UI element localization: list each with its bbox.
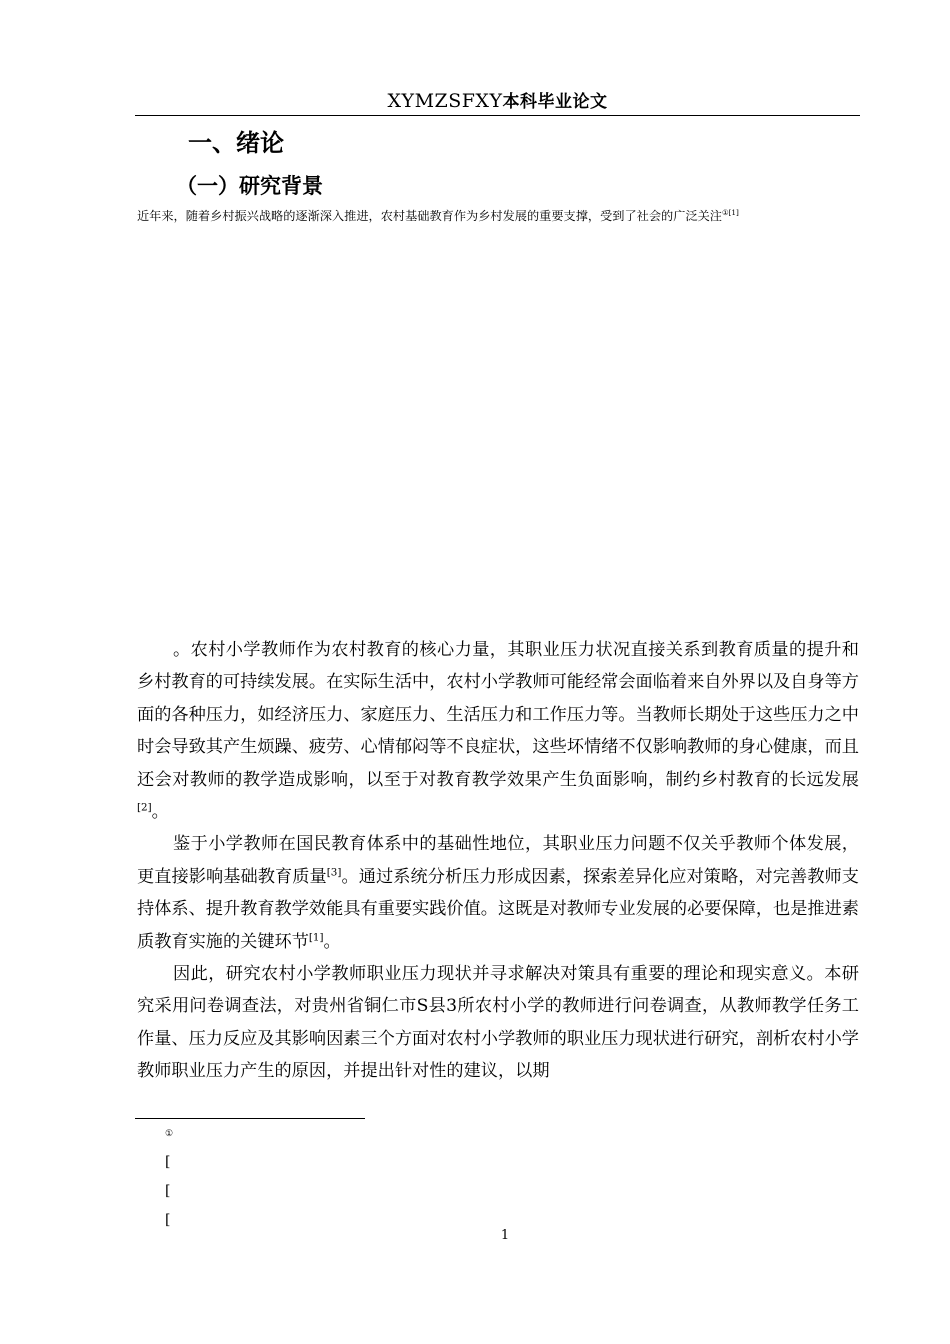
- paragraph-2-text-b: 。通过系统分析压力形成因素，探索差异化应对策略，对完善教师支持体系、提升教育教学效能具有重要实践价值。这既是对教师专业发展的必要保障，也是推进素质教育实施的关键环节: [137, 866, 859, 952]
- intro-text: 近年来，随着乡村振兴战略的逐渐深入推进，农村基础教育作为乡村发展的重要支撑，受到了社会的广泛关注: [137, 209, 722, 223]
- intro-line: [137, 207, 739, 225]
- paragraph-1-end: 。: [151, 802, 169, 823]
- intro-citation: ①[1]: [722, 207, 739, 217]
- paragraph-2-text-a: 鉴于小学教师在国民教育体系中的基础性地位，其职业压力问题不仅关乎教师个体发展，更直接影响基础教育质量: [137, 834, 859, 887]
- paragraph-1: [137, 634, 859, 828]
- footnote-item: [: [165, 1212, 171, 1228]
- paragraph-2-end: 。: [323, 931, 341, 952]
- paragraph-3: 因此，研究农村小学教师职业压力现状并寻求解决对策具有重要的理论和现实意义。本研究采用问卷调查法，对贵州省铜仁市S县3所农村小学的教师进行问卷调查，从教师教学任务工作量、压力反应及其影响因素三个方面对农村小学教师的职业压力现状进行研究，剖析农村小学教师职业压力产生的原因，并提出针对性的建议，以期: [137, 964, 859, 1082]
- body-text: [137, 634, 859, 1088]
- citation-2: [2]: [137, 801, 152, 814]
- running-header: [135, 88, 860, 115]
- section-heading: （一）研究背景: [176, 174, 323, 198]
- header-latin: XYMZSFXY: [387, 90, 503, 112]
- header-title: 本科毕业论文: [502, 92, 608, 112]
- footnote-item: [: [165, 1154, 171, 1170]
- paragraph-1-text: 。农村小学教师作为农村教育的核心力量，其职业压力状况直接关系到教育质量的提升和乡村教育的可持续发展。在实际生活中，农村小学教师可能经常会面临着来自外界以及自身等方面的各种压力，如经济压力、家庭压力、生活压力和工作压力等。当教师长期处于这些压力之中时会导致其产生烦躁、疲劳、心情郁闷等不良症状，这些坏情绪不仅影响教师的身心健康，而且还会对教师的教学造成影响，以至于对教育教学效果产生负面影响，制约乡村教育的长远发展: [137, 640, 859, 790]
- paragraph-2: [137, 828, 859, 958]
- footnote-marker: ①: [165, 1129, 174, 1139]
- header-rule: [135, 115, 860, 116]
- chapter-heading: 一、绪论: [188, 129, 284, 157]
- page-number: 1: [500, 1228, 510, 1243]
- footnote-item: [: [165, 1183, 171, 1199]
- footnote-rule: [135, 1118, 365, 1119]
- citation-3: [3]: [326, 866, 342, 879]
- citation-1: [1]: [308, 930, 324, 943]
